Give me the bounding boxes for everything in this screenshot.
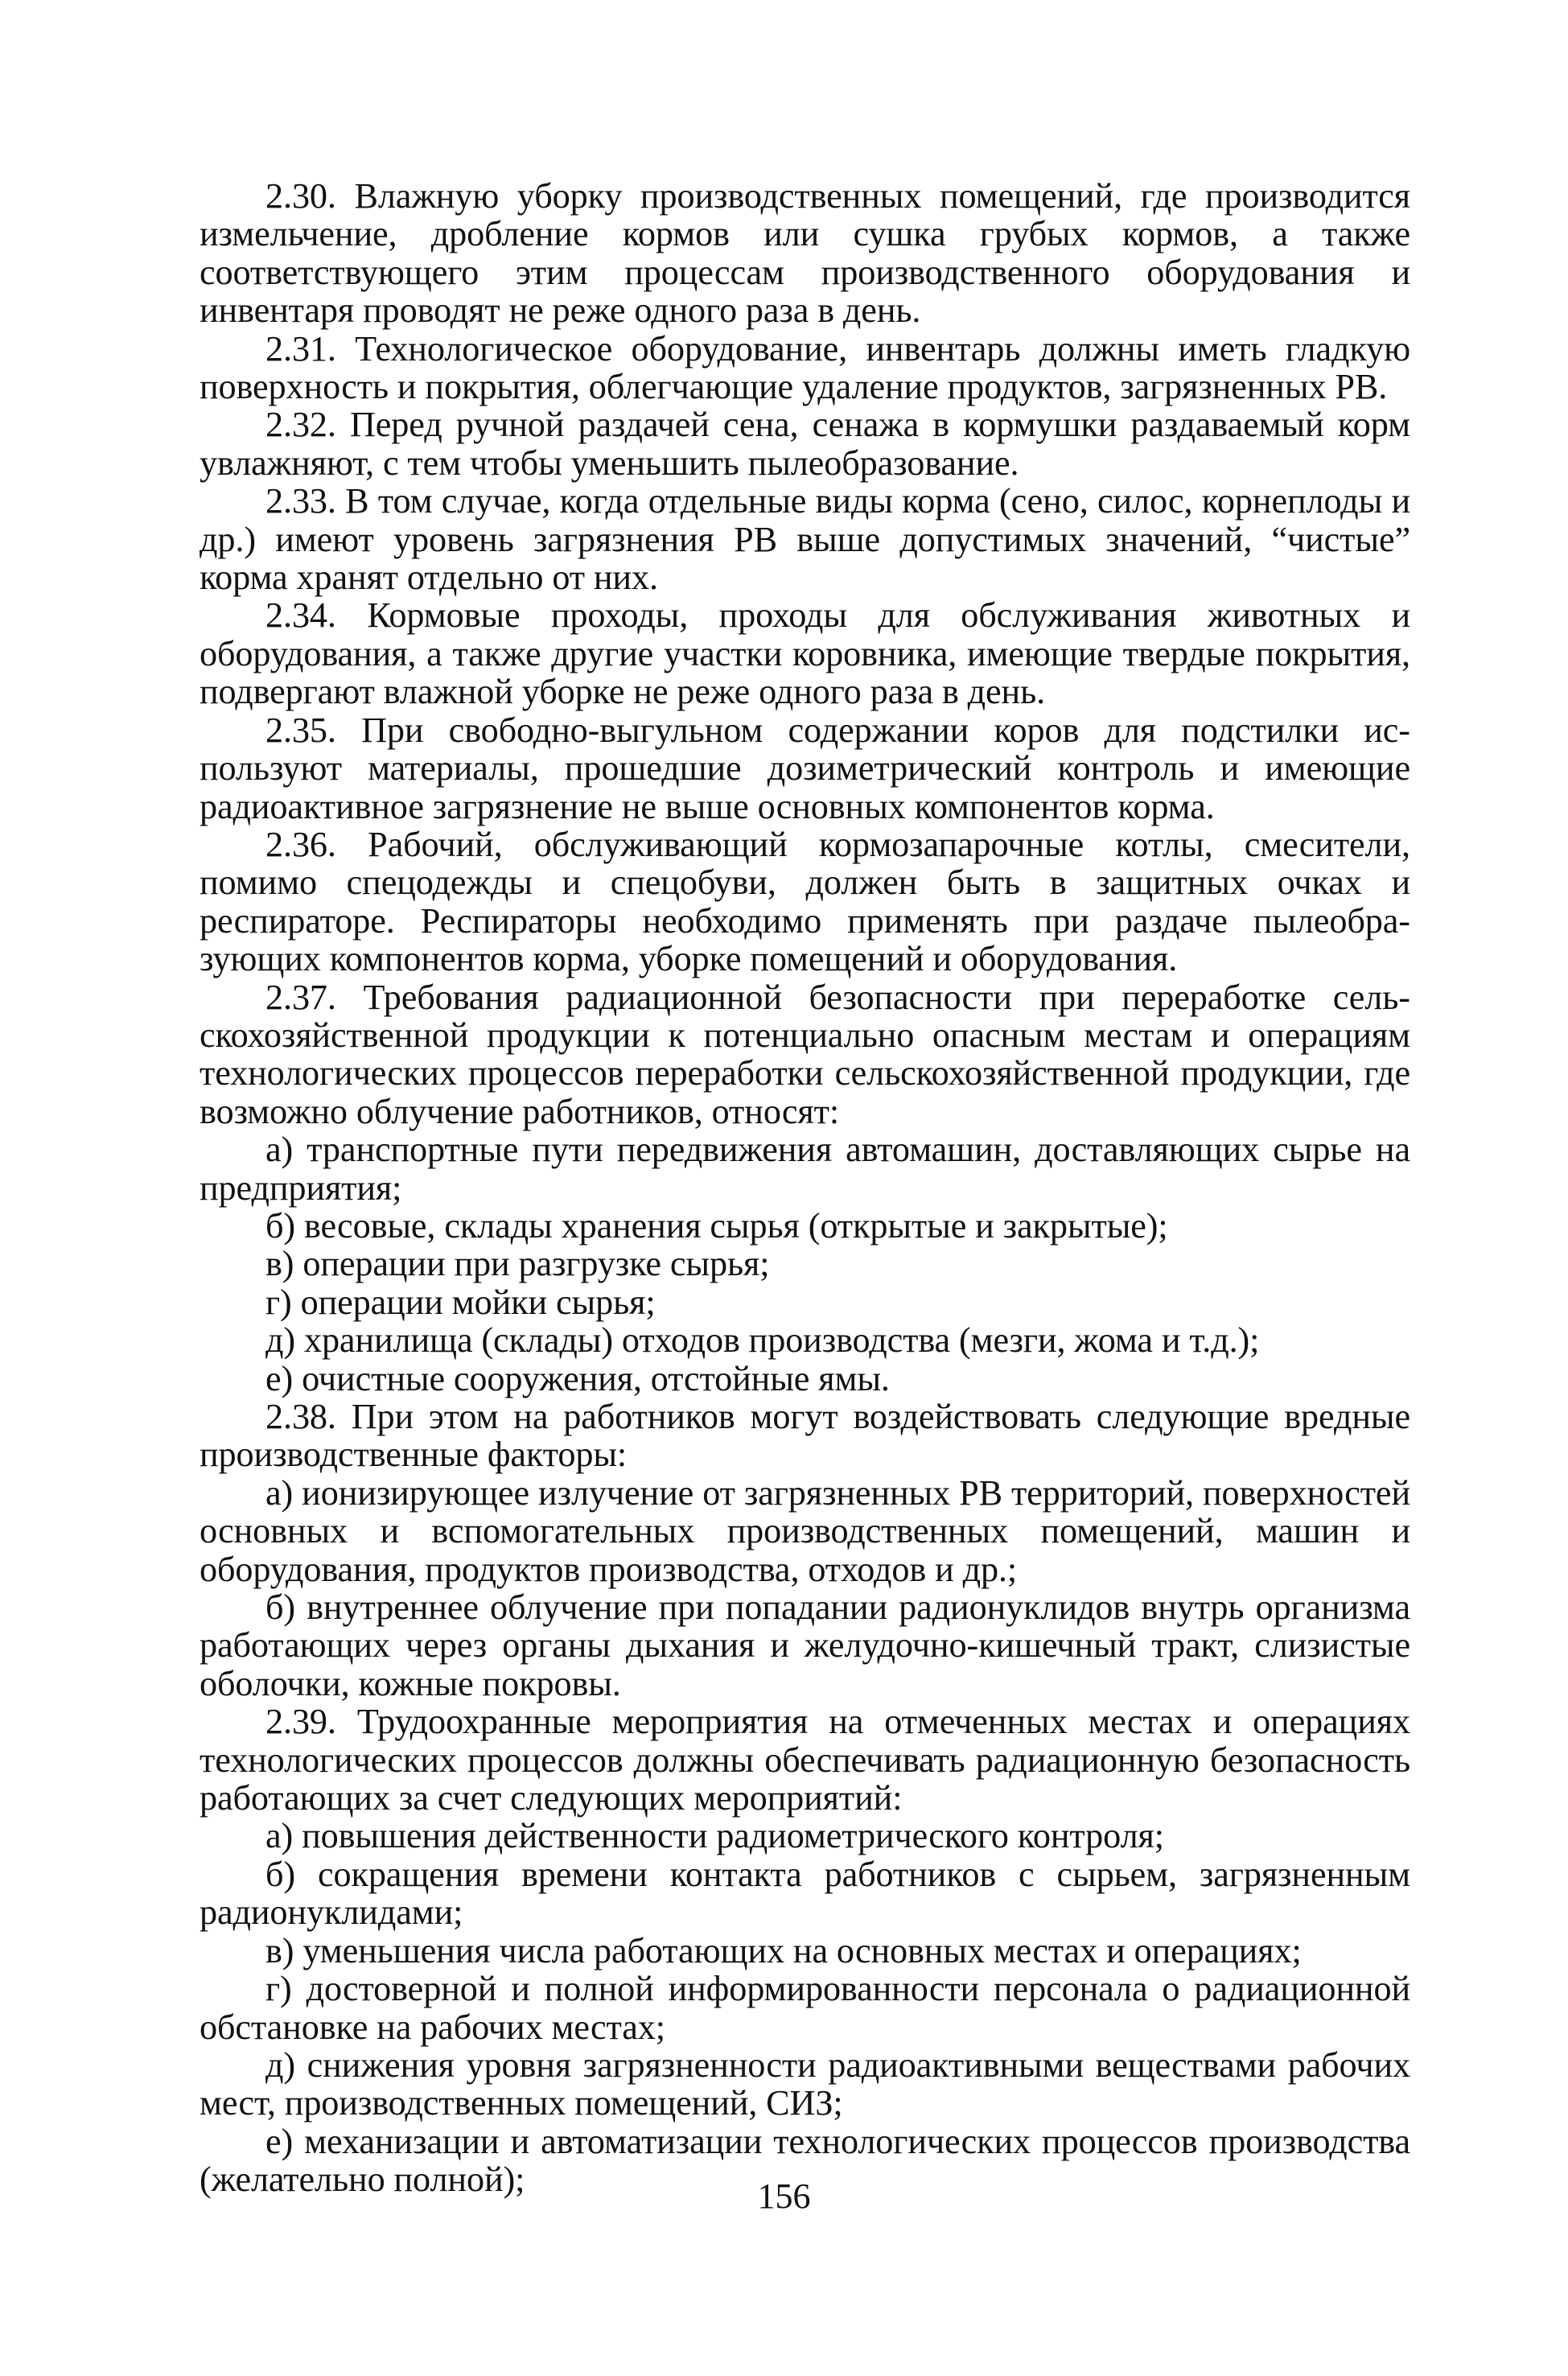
- list-item-2-39-g: г) достоверной и полной информированности персонала о радиационной обстановке на рабочих местах;: [200, 1969, 1410, 2047]
- list-item-2-38-b: б) внутреннее облучение при попадании радионуклидов внутрь организма работающих через органы дыхания и желудочно-кишечный тракт, слизистые оболочки, кожные покровы.: [200, 1587, 1410, 1703]
- list-item-2-37-d: д) хранилища (склады) отходов производства (мезги, жома и т.д.);: [265, 1320, 1260, 1361]
- paragraph-2-32: 2.32. Перед ручной раздачей сена, сенажа в кормушки раздаваемый корм увлажняют, с тем чтобы уменьшить пылеобразование.: [200, 405, 1410, 483]
- list-item-2-39-a: а) повышения действенности радиометрического контроля;: [265, 1816, 1164, 1856]
- list-item-2-37-a: а) транспортные пути передвижения автомашин, доставляющих сырье на предприятия;: [200, 1130, 1410, 1208]
- page-body: [200, 177, 1410, 2199]
- paragraph-2-31: 2.31. Технологическое оборудование, инвентарь должны иметь гладкую поверхность и покрытия, облегчающие удаление продуктов, загрязненных РВ.: [200, 328, 1410, 407]
- list-item-2-37-e: е) очистные сооружения, отстойные ямы.: [265, 1358, 890, 1398]
- paragraph-2-33: 2.33. В том случае, когда отдельные виды корма (сено, силос, корнеплоды и др.) имеют уровень загрязнения РВ выше допустимых значений, “чистые” корма хранят отдельно от них.: [200, 481, 1410, 598]
- list-item-2-39-b: б) сокращения времени контакта работников с сырьем, загрязненным радионуклидами;: [200, 1854, 1410, 1933]
- list-item-2-37-b: б) весовые, склады хранения сырья (открытые и закрытые);: [265, 1205, 1168, 1246]
- paragraph-2-30: 2.30. Влажную уборку производственных помещений, где производится измельчение, дробление кормов или сушка грубых кормов, а также соответствующего этим процессам производственного оборудования и инвентаря проводят не реже одного раза в день.: [200, 176, 1410, 331]
- list-item-2-39-v: в) уменьшения числа работающих на основных местах и операциях;: [265, 1930, 1302, 1970]
- paragraph-2-36: 2.36. Рабочий, обслуживающий кормозапарочные котлы, смесители, помимо спецодежды и спецобуви, должен быть в защитных очках и респираторе. Респираторы необходимо применять при раздаче пылеобразующих компонентов корма, уборке помещений и оборудования.: [200, 824, 1410, 979]
- paragraph-2-39: 2.39. Трудоохранные мероприятия на отмеченных местах и операциях технологических процессов должны обеспечивать радиационную безопасность работающих за счет следующих мероприятий:: [200, 1702, 1410, 1818]
- list-item-2-39-d: д) снижения уровня загрязненности радиоактивными веществами рабочих мест, производственных помещений, СИЗ;: [200, 2045, 1410, 2123]
- paragraph-2-34: 2.34. Кормовые проходы, проходы для обслуживания животных и оборудования, а также другие участки коровника, имеющие твердые покрытия, подвергают влажной уборке не реже одного раза в день.: [200, 595, 1410, 712]
- list-item-2-39-e: е) механизации и автоматизации технологических процессов производства (желательно полной);: [200, 2121, 1410, 2200]
- list-item-2-38-a: а) ионизирующее излучение от загрязненных РВ территорий, поверхностей основных и вспомогательных производственных помещений, машин и оборудования, продуктов производства, отходов и др.;: [200, 1472, 1410, 1589]
- list-item-2-37-v: в) операции при разгрузке сырья;: [265, 1244, 770, 1284]
- paragraph-2-37: 2.37. Требования радиационной безопасности при переработке сельскохозяйственной продукции к потенциально опасным местам и операциям технологических процессов переработки сельскохозяйственной продукции, где возможно облучение работников, относят:: [200, 977, 1410, 1131]
- paragraph-2-35: 2.35. При свободно-выгульном содержании коров для подстилки используют материалы, прошедшие дозиметрический контроль и имеющие радиоактивное загрязнение не выше основных компонентов корма.: [200, 710, 1410, 826]
- paragraph-2-38: 2.38. При этом на работников могут воздействовать следующие вредные производственные факторы:: [200, 1397, 1410, 1475]
- list-item-2-37-g: г) операции мойки сырья;: [265, 1282, 656, 1322]
- page-number: 156: [757, 2176, 811, 2216]
